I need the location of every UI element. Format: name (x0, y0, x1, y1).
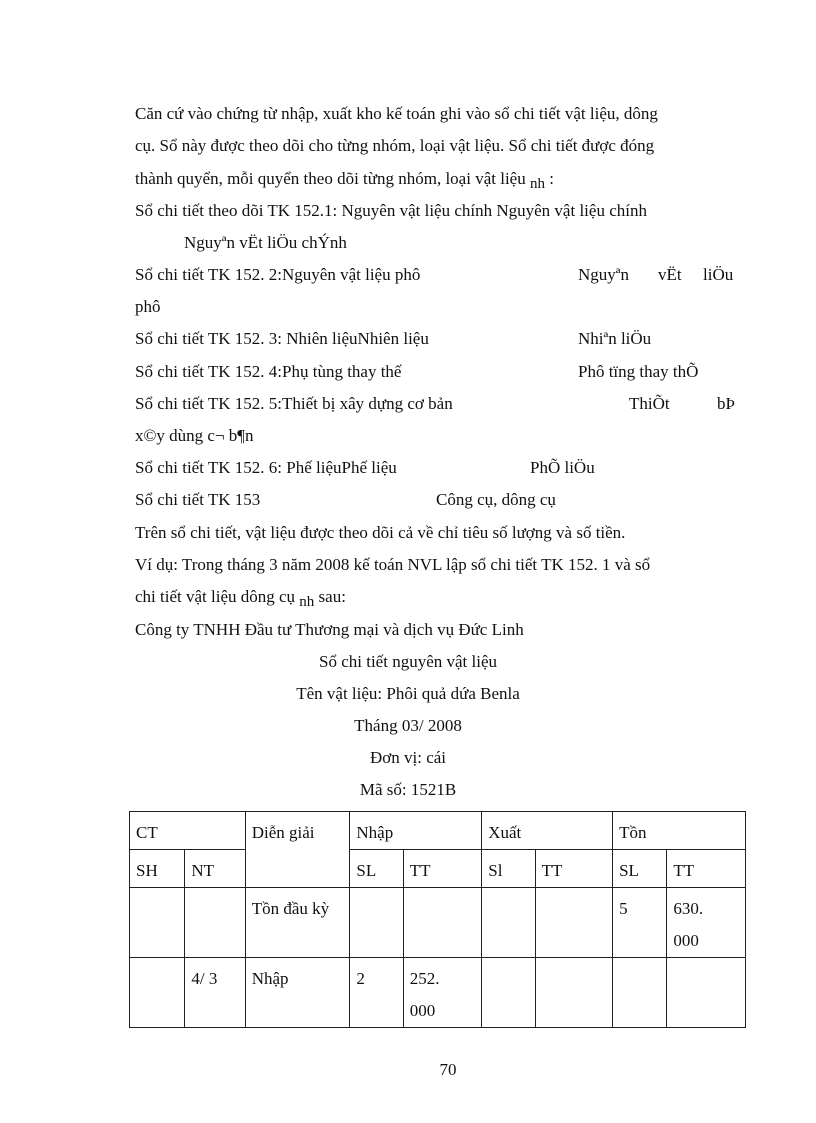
amount-line: 000 (673, 931, 699, 950)
paragraph-line (135, 169, 554, 190)
paragraph-line: Trên sổ chi tiết, vật liệu được theo dõi cả về chỉ tiêu số lượng và số tiền. (135, 523, 626, 542)
text-run: chi tiết vật liệu dông cụ (135, 587, 296, 606)
text-run: Nguyªn (578, 265, 629, 284)
header-sh: SH (130, 850, 185, 888)
ledger-month: Tháng 03/ 2008 (354, 716, 462, 735)
cell-description: Tồn đầu kỳ (245, 888, 350, 958)
cell-balance-tt (667, 888, 746, 958)
cell-out-tt (535, 888, 613, 958)
text-run: sau: (318, 587, 346, 606)
text-run: vËt (658, 265, 682, 284)
table-row (130, 958, 746, 1028)
cell-in-sl: 2 (350, 958, 403, 1028)
paragraph-line: Sổ chi tiết TK 152. 6: Phế liệuPhế liệu (135, 458, 397, 477)
cell-in-sl (350, 888, 403, 958)
paragraph-line: x©y dùng c¬ b¶n (135, 426, 254, 445)
paragraph-line: Sổ chi tiết TK 152. 5:Thiết bị xây dựng cơ bản (135, 394, 453, 413)
paragraph-line: phô (135, 297, 161, 316)
text-run: nh (529, 176, 545, 192)
paragraph-line: Sổ chi tiết theo dõi TK 152.1: Nguyên vật liệu chính Nguyên vật liệu chính (135, 201, 647, 220)
header-balance-tt: TT (667, 850, 746, 888)
material-code: Mã số: 1521B (359, 780, 457, 799)
ledger-title: Sổ chi tiết nguyên vật liệu (319, 652, 497, 671)
paragraph-line: Sổ chi tiết TK 152. 4:Phụ tùng thay thế (135, 362, 402, 381)
text-run: Phô tïng thay thÕ (578, 362, 699, 381)
text-run: Nhiªn liÖu (578, 329, 652, 348)
cell-in-tt (403, 888, 482, 958)
header-out-sl: Sl (482, 850, 535, 888)
paragraph-line: Căn cứ vào chứng từ nhập, xuất kho kế toán ghi vào sổ chi tiết vật liệu, dông (135, 104, 658, 123)
text-run: Công cụ, dông cụ (436, 490, 556, 509)
paragraph-line: Sổ chi tiết TK 153 (135, 490, 261, 509)
header-out: Xuất (482, 812, 613, 850)
cell-balance-sl: 5 (613, 888, 667, 958)
cell-out-sl (482, 958, 535, 1028)
amount-line: 630. (673, 899, 704, 918)
paragraph-line: Ví dụ: Trong tháng 3 năm 2008 kế toán NVL lập sổ chi tiết TK 152. 1 và sổ (135, 555, 651, 574)
ledger-unit: Đơn vị: cái (369, 748, 447, 767)
table-row (130, 888, 746, 958)
header-balance: Tồn (613, 812, 746, 850)
text-run: PhÕ liÖu (530, 458, 595, 477)
cell-balance-tt (667, 958, 746, 1028)
material-name: Tên vật liệu: Phôi quả dứa Benla (296, 684, 520, 703)
page-number: 70 (439, 1060, 457, 1079)
cell-nt: 4/ 3 (185, 958, 245, 1028)
text-run: : (549, 169, 554, 188)
cell-in-tt (403, 958, 482, 1028)
text-run: ThiÕt (629, 394, 670, 413)
amount-line: 252. (409, 969, 440, 988)
header-description: Diễn giải (245, 812, 350, 888)
header-in-tt: TT (403, 850, 482, 888)
cell-description: Nhập (245, 958, 350, 1028)
amount-line: 000 (409, 1001, 436, 1020)
header-in: Nhập (350, 812, 482, 850)
text-run: liÖu (703, 265, 734, 284)
cell-sh (130, 958, 185, 1028)
text-run: nh (299, 594, 315, 610)
text-run: bÞ (717, 394, 735, 413)
header-out-tt: TT (535, 850, 613, 888)
header-ct: CT (130, 812, 246, 850)
paragraph-line (135, 587, 346, 608)
cell-out-sl (482, 888, 535, 958)
cell-balance-sl (613, 958, 667, 1028)
header-in-sl: SL (350, 850, 403, 888)
header-balance-sl: SL (613, 850, 667, 888)
header-nt: NT (185, 850, 245, 888)
paragraph-line: Sổ chi tiết TK 152. 2:Nguyên vật liệu phô (135, 265, 421, 284)
cell-out-tt (535, 958, 613, 1028)
text-run: thành quyển, mỗi quyển theo dõi từng nhóm, loại vật liệu (135, 169, 526, 188)
cell-sh (130, 888, 185, 958)
ledger-table (129, 811, 746, 1028)
company-name: Công ty TNHH Đầu tư Thương mại và dịch vụ Đức Linh (135, 620, 524, 639)
paragraph-line: cụ. Sổ này được theo dõi cho từng nhóm, loại vật liệu. Sổ chi tiết được đóng (135, 136, 655, 155)
cell-nt (185, 888, 245, 958)
paragraph-line: Sổ chi tiết TK 152. 3: Nhiên liệuNhiên liệu (135, 329, 429, 348)
paragraph-line: Nguyªn vËt liÖu chÝnh (184, 233, 347, 252)
